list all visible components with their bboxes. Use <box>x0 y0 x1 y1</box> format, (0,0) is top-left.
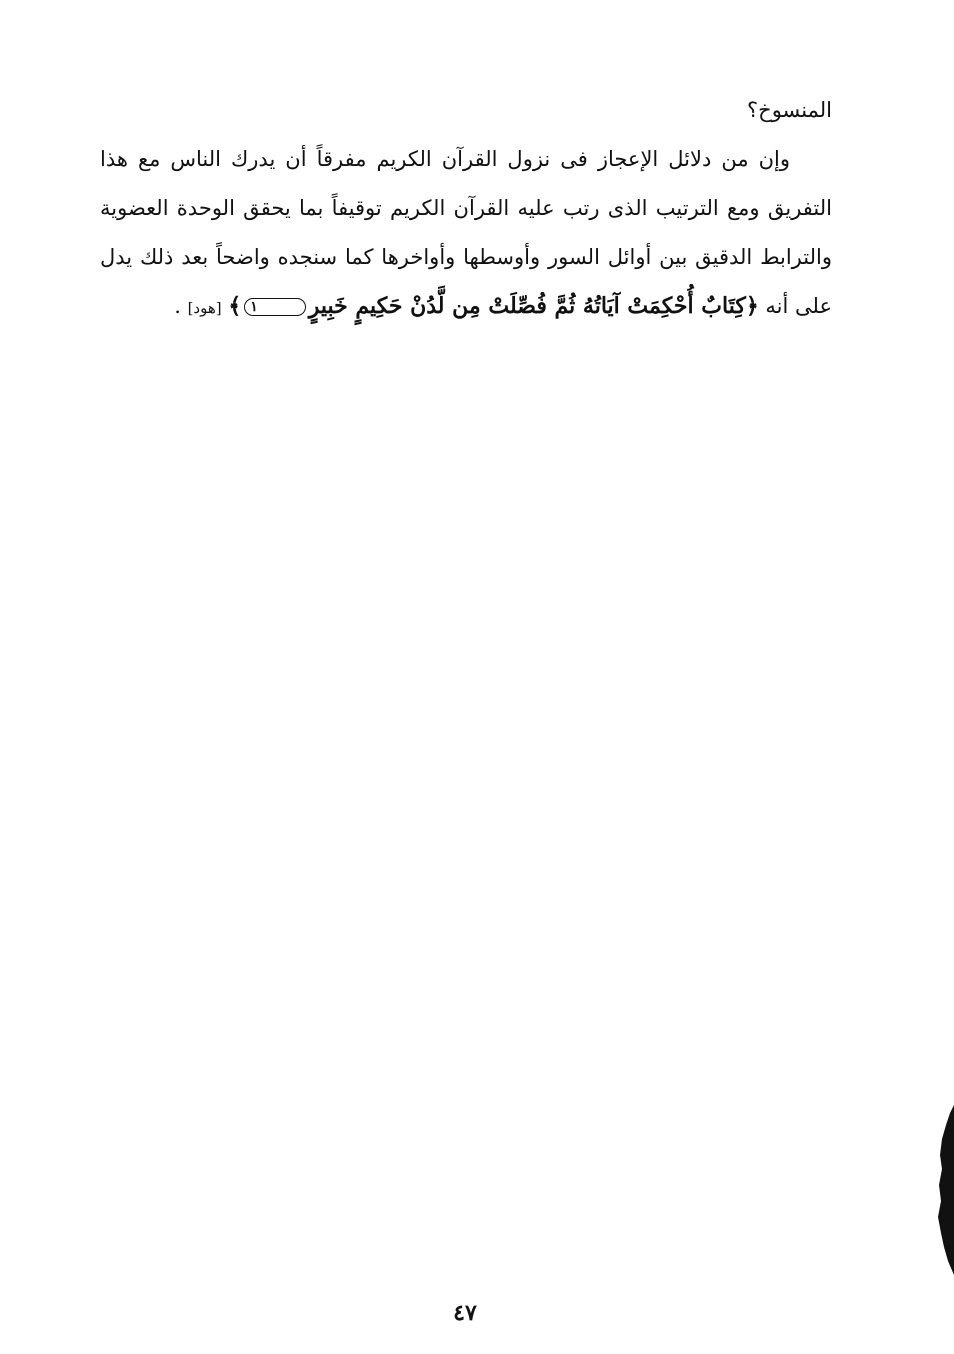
surah-reference: [هود] <box>187 299 222 317</box>
scan-edge-shadow <box>932 1105 954 1275</box>
verse-open-brace: ﴿ <box>745 293 759 319</box>
end-punctuation: . <box>174 294 181 318</box>
body-text <box>100 86 832 333</box>
verse-close-brace: ﴾ <box>228 293 242 319</box>
verse-text: كِتَابٌ أُحْكِمَتْ آيَاتُهُ ثُمَّ فُصِّلَتْ مِن لَّدُنْ حَكِيمٍ خَبِيرٍ <box>308 293 746 319</box>
page-number: ٤٧ <box>453 1300 477 1326</box>
opening-line: المنسوخ؟ <box>747 98 832 122</box>
verse-number-badge: ١ <box>244 298 306 316</box>
paragraph-text: وإن من دلائل الإعجاز فى نزول القرآن الكريم مفرقاً أن يدرك الناس مع هذا التفريق ومع الترتيب الذى رتب عليه القرآن الكريم توقيفاً بما يحقق الوحدة العضوية والترابط الدقيق بين أوائل السور وأوسطها وأواخرها كما سنجده واضحاً بعد ذلك يدل على أنه <box>100 147 832 318</box>
quran-verse <box>228 293 758 319</box>
main-paragraph <box>100 135 832 333</box>
